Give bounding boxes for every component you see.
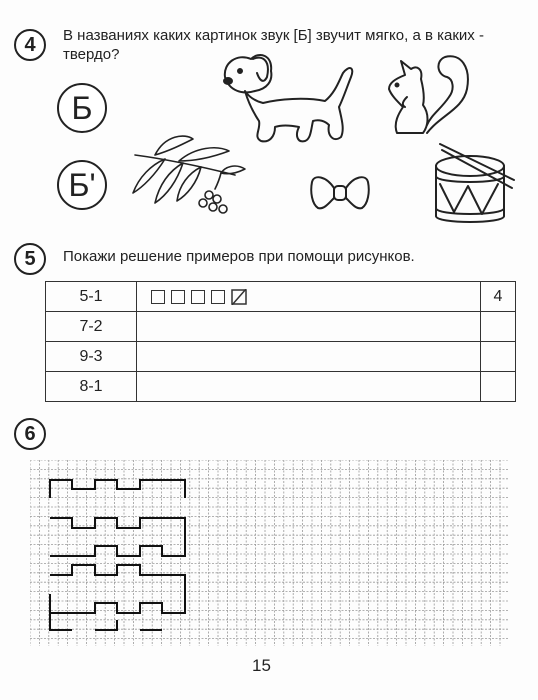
table-row	[46, 372, 516, 402]
squirrel-picture	[383, 45, 473, 140]
square-box	[211, 290, 225, 304]
drawing-cell[interactable]	[137, 372, 481, 402]
letter-soft-b: Б'	[57, 160, 107, 210]
letter-hard-b: Б	[57, 83, 107, 133]
answer-cell[interactable]	[481, 312, 516, 342]
square-box	[151, 290, 165, 304]
drawing-cell[interactable]	[137, 342, 481, 372]
expression-cell: 5-1	[46, 282, 137, 312]
table-row	[46, 342, 516, 372]
expression-cell: 8-1	[46, 372, 137, 402]
page-number: 15	[252, 656, 271, 675]
expression-cell: 9-3	[46, 342, 137, 372]
square-box	[171, 290, 185, 304]
bow-picture	[308, 170, 372, 215]
graph-paper-grid[interactable]	[30, 460, 508, 646]
crossed-square-box	[231, 289, 247, 305]
task-4-question: В названиях каких картинок звук [Б] звучит мягко, а в каких - твердо?	[63, 27, 484, 63]
table-row	[46, 282, 516, 312]
answer-cell[interactable]	[481, 372, 516, 402]
square-box	[191, 290, 205, 304]
drum-picture	[428, 140, 518, 230]
rowan-branch-picture	[125, 125, 265, 220]
drawing-cell[interactable]	[137, 282, 481, 312]
expression-cell: 7-2	[46, 312, 137, 342]
answer-cell[interactable]: 4	[481, 282, 516, 312]
examples-table	[45, 281, 516, 402]
table-row	[46, 312, 516, 342]
task-4-number: 4	[14, 29, 46, 61]
drawn-pattern	[50, 480, 185, 630]
task-6-number: 6	[14, 418, 46, 450]
task-5-question: Покажи решение примеров при помощи рисунков.	[63, 248, 415, 265]
boxes-group	[137, 289, 480, 305]
task-5-number: 5	[14, 243, 46, 275]
drawing-cell[interactable]	[137, 312, 481, 342]
answer-cell[interactable]	[481, 342, 516, 372]
